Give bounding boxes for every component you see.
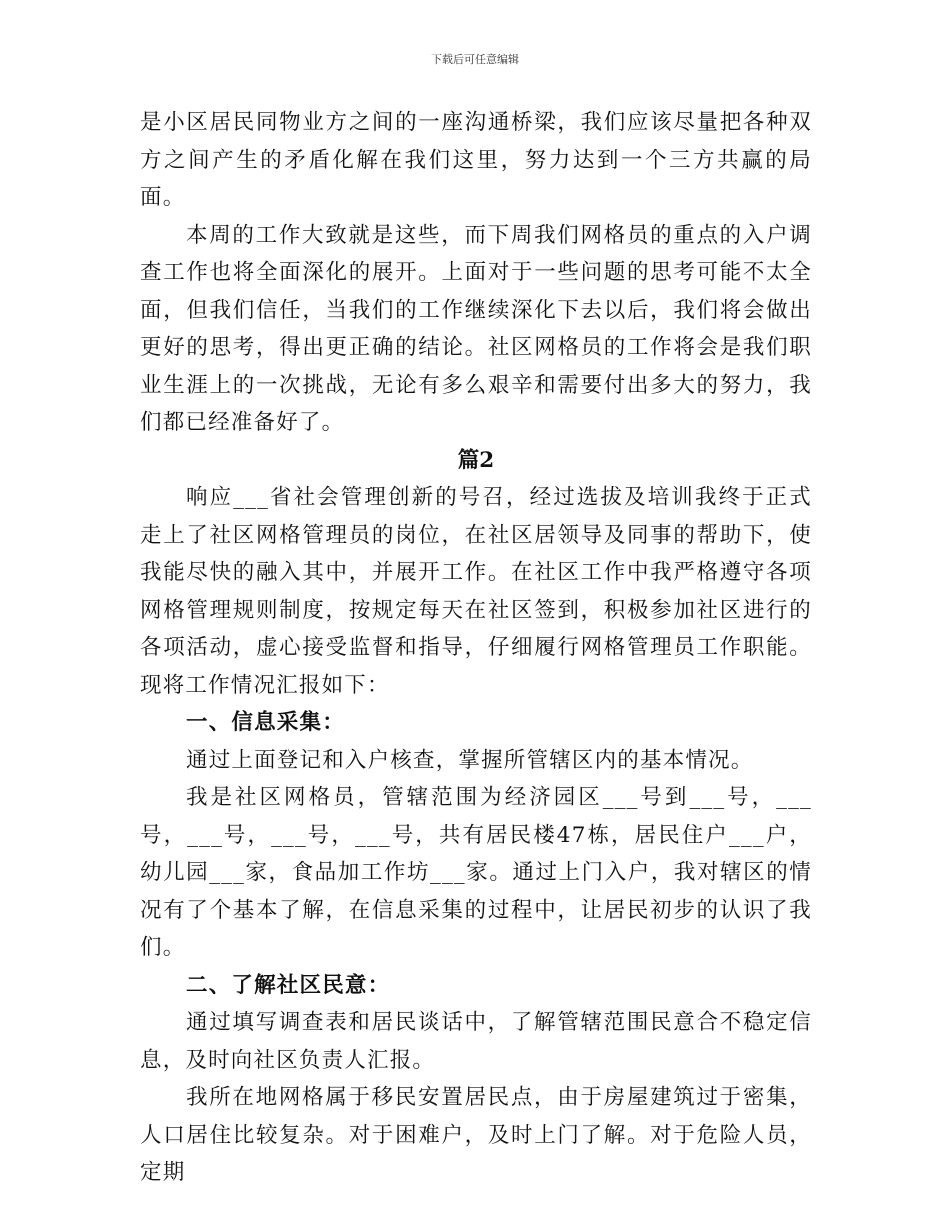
paragraph-continuation: 是小区居民同物业方之间的一座沟通桥梁，我们应该尽量把各种双方之间产生的矛盾化解在我们这里，努力达到一个三方共赢的局面。 (140, 110, 812, 210)
paragraph-intro: 响应___省社会管理创新的号召，经过选拔及培训我终于正式走上了社区网格管理员的岗位，在社区居领导及同事的帮助下，使我能尽快的融入其中，并展开工作。在社区工作中我严格遵守各项网格管理规则制度，按规定每天在社区签到，积极参加社区进行的各项活动，虚心接受监督和指导，仔细履行网格管理员工作职能。现将工作情况汇报如下： (140, 485, 812, 698)
section-title: 篇2 (457, 447, 495, 473)
paragraph-survey: 通过填写调查表和居民谈话中，了解管辖范围民意合不稳定信息，及时向社区负责人汇报。 (140, 1010, 812, 1073)
paragraph-grid-area: 我所在地网格属于移民安置居民点，由于房屋建筑过于密集，人口居住比较复杂。对于困难户，及时上门了解。对于危险人员，定期 (140, 1085, 812, 1185)
paragraph-weekly-summary: 本周的工作大致就是这些，而下周我们网格员的重点的入户调查工作也将全面深化的展开。上面对于一些问题的思考可能不太全面，但我们信任，当我们的工作继续深化下去以后，我们将会做出更好的思考，得出更正确的结论。社区网格员的工作将会是我们职业生涯上的一次挑战，无论有多么艰辛和需要付出多大的努力，我们都已经准备好了。 (140, 222, 812, 435)
paragraph-jurisdiction: 我是社区网格员，管辖范围为经济园区___号到___号，___号，___号，___号，___号，共有居民楼47栋，居民住户___户，幼儿园___家，食品加工作坊___家。通过上门入户，我对辖区的情况有了个基本了解，在信息采集的过程中，让居民初步的认识了我们。 (140, 785, 812, 960)
document-body (140, 104, 812, 1192)
heading-info-collection: 一、信息采集： (186, 710, 345, 735)
page-header: 下载后可任意编辑 (431, 53, 519, 66)
heading-public-opinion: 二、了解社区民意： (186, 972, 391, 998)
paragraph-info-collection: 通过上面登记和入户核查，掌握所管辖区内的基本情况。 (186, 747, 754, 773)
